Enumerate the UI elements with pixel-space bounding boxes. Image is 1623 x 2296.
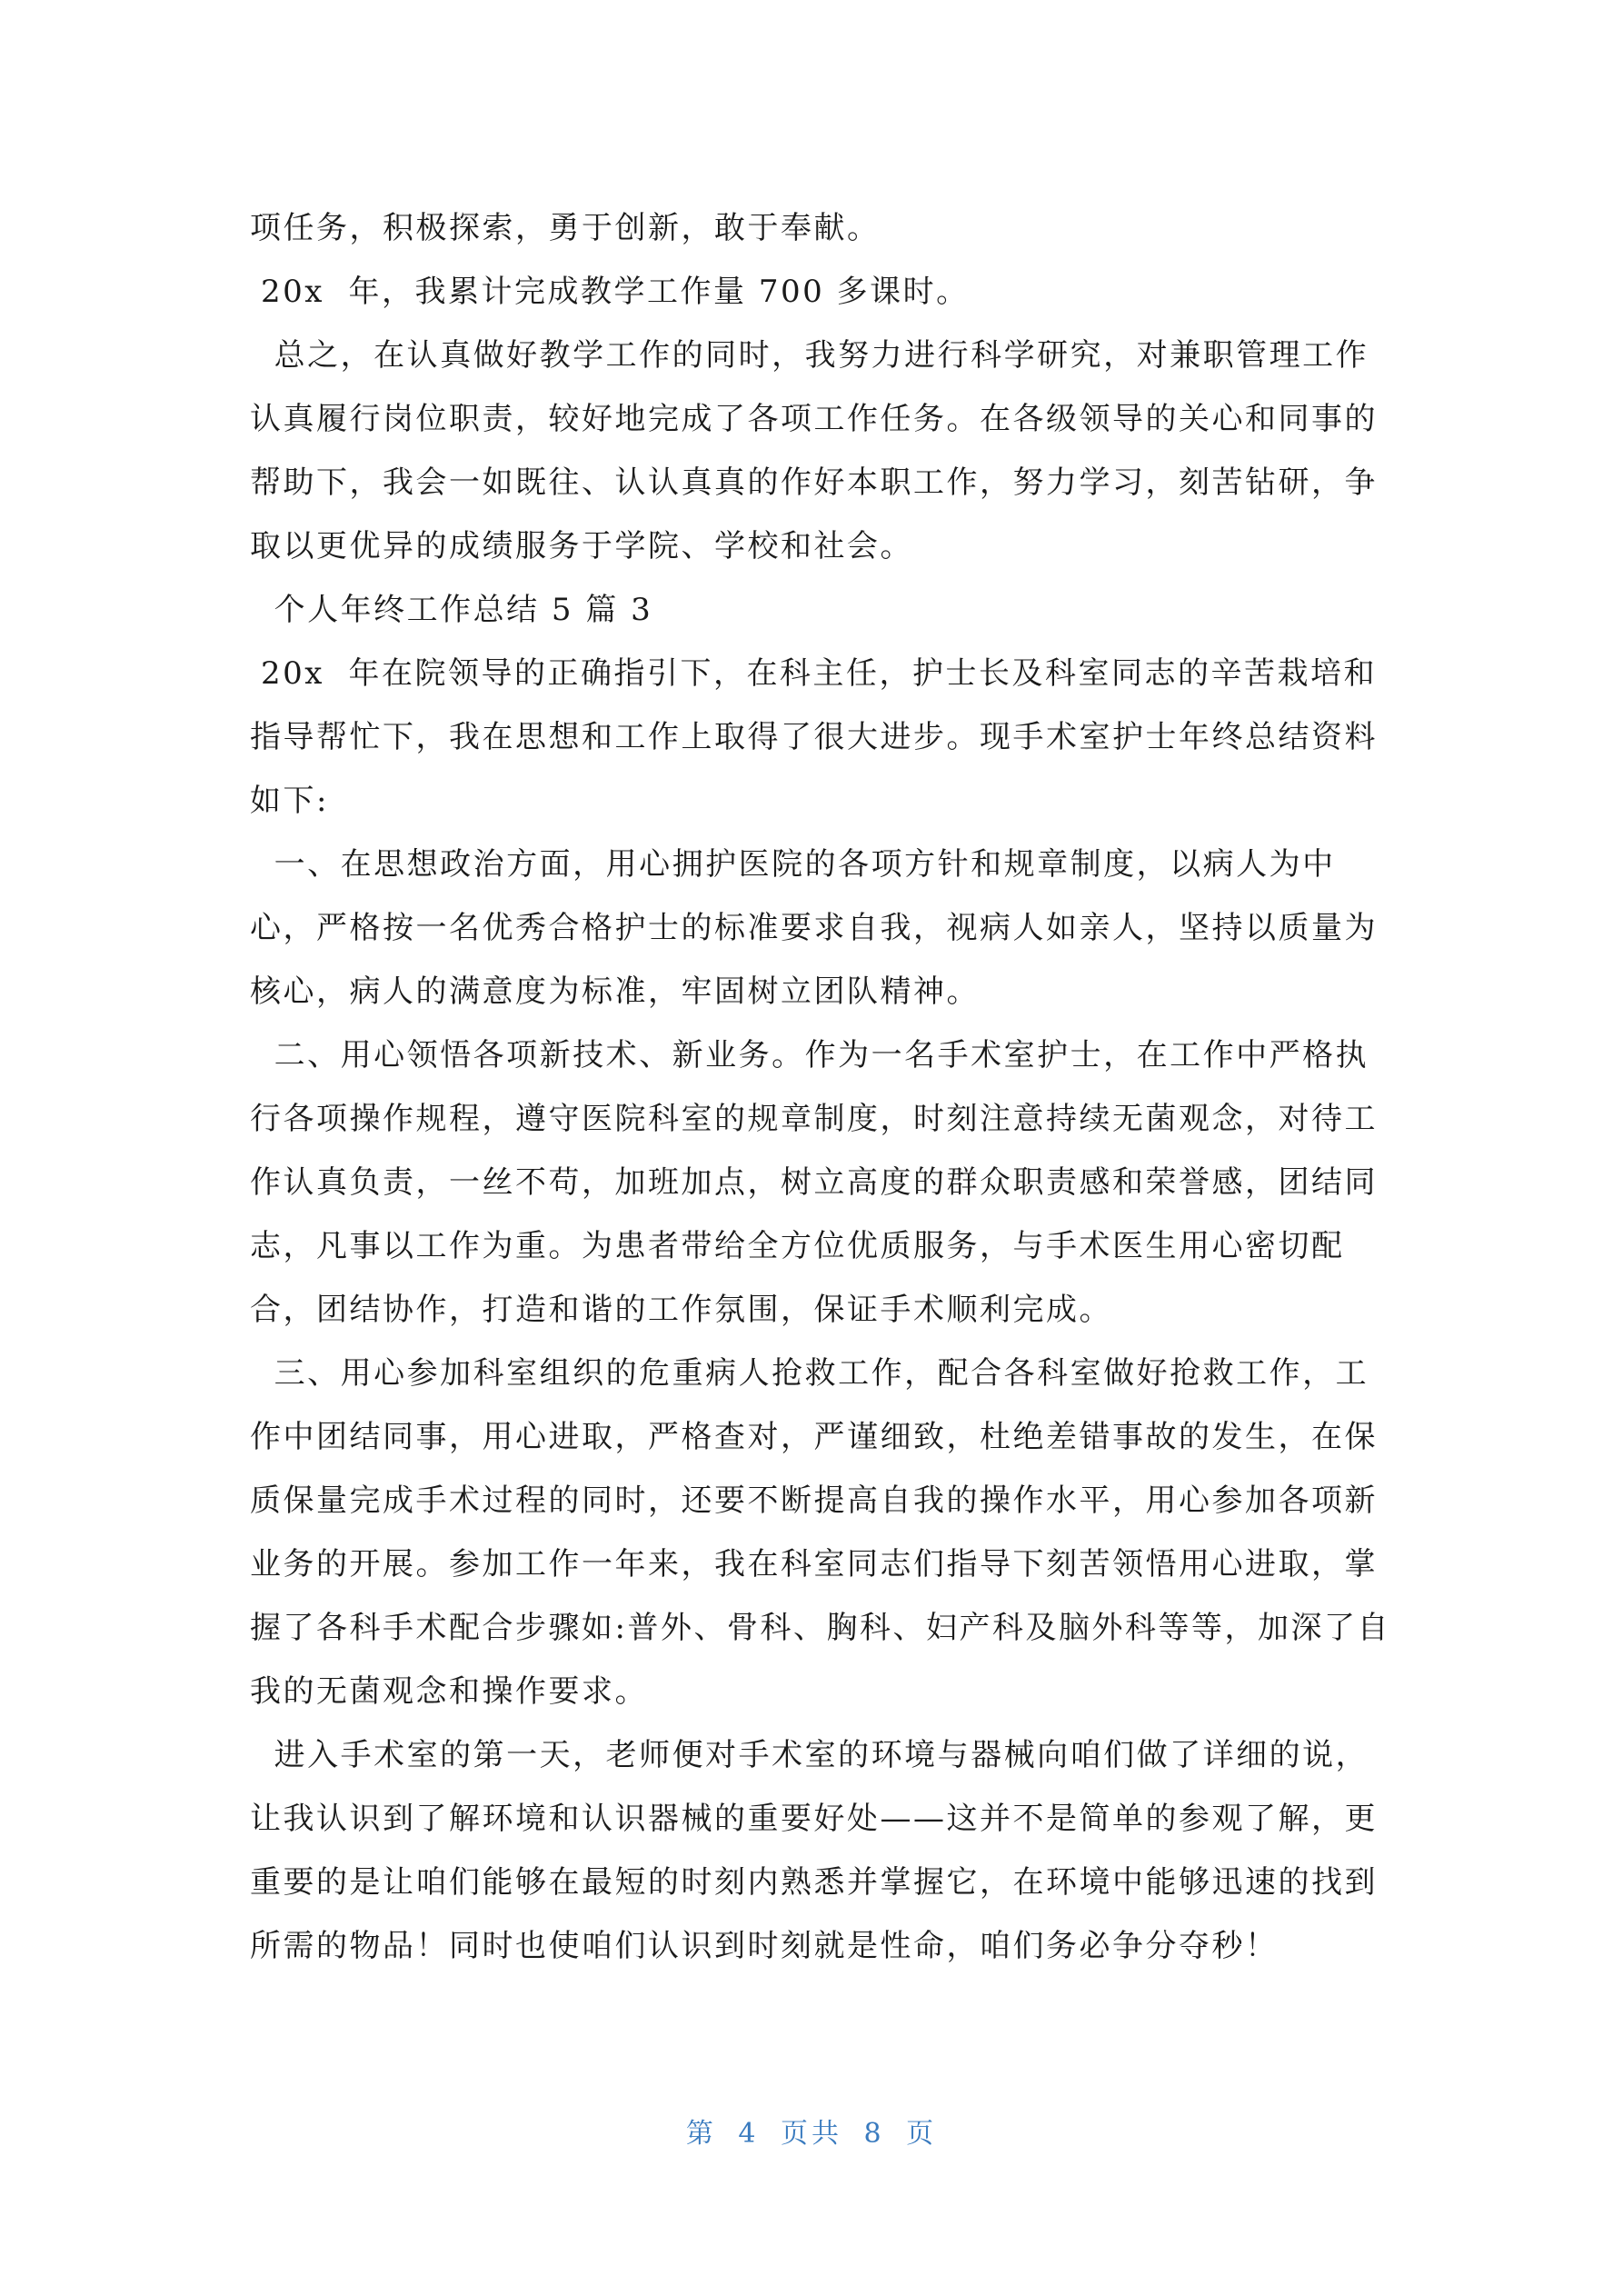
text-line: 志，凡事以工作为重。为患者带给全方位优质服务，与手术医生用心密切配 (250, 1228, 1345, 1264)
text-line: 三、用心参加科室组织的危重病人抢救工作，配合各科室做好抢救工作，工 (250, 1355, 1369, 1392)
section-heading: 个人年终工作总结 5 篇 3 (250, 592, 653, 628)
text-line: 质保量完成手术过程的同时，还要不断提高自我的操作水平，用心参加各项新 (250, 1482, 1378, 1519)
text-line: 一、在思想政治方面，用心拥护医院的各项方针和规章制度，以病人为中 (250, 846, 1336, 883)
text-line: 业务的开展。参加工作一年来，我在科室同志们指导下刻苦领悟用心进取，掌 (250, 1546, 1378, 1582)
text-line: 核心，病人的满意度为标准，牢固树立团队精神。 (250, 973, 980, 1010)
text-line: 进入手术室的第一天，老师便对手术室的环境与器械向咱们做了详细的说， (250, 1737, 1369, 1773)
text-line: 作中团结同事，用心进取，严格查对，严谨细致，杜绝差错事故的发生，在保 (250, 1419, 1378, 1455)
text-line: 项任务，积极探索，勇于创新，敢于奉献。 (250, 210, 881, 246)
text-line: 让我认识到了解环境和认识器械的重要好处——这并不是简单的参观了解，更 (250, 1801, 1378, 1837)
text-line: 所需的物品！同时也使咱们认识到时刻就是性命，咱们务必争分夺秒！ (250, 1928, 1279, 1964)
text-line: 二、用心领悟各项新技术、新业务。作为一名手术室护士，在工作中严格执 (250, 1037, 1369, 1073)
text-line: 握了各科手术配合步骤如:普外、骨科、胸科、妇产科及脑外科等等，加深了自 (250, 1610, 1390, 1646)
text-line: 帮助下，我会一如既往、认认真真的作好本职工作，努力学习，刻苦钻研，争 (250, 464, 1378, 501)
text-line: 指导帮忙下，我在思想和工作上取得了很大进步。现手术室护士年终总结资料 (250, 719, 1378, 755)
text-line: 20x 年在院领导的正确指引下，在科主任，护士长及科室同志的辛苦栽培和 (261, 655, 1378, 692)
text-line: 认真履行岗位职责，较好地完成了各项工作任务。在各级领导的关心和同事的 (250, 401, 1378, 437)
page-number-footer: 第 4 页共 8 页 (685, 2118, 938, 2150)
text-line: 20x 年，我累计完成教学工作量 700 多课时。 (261, 274, 970, 310)
text-line: 重要的是让咱们能够在最短的时刻内熟悉并掌握它，在环境中能够迅速的找到 (250, 1864, 1378, 1901)
text-line: 行各项操作规程，遵守医院科室的规章制度，时刻注意持续无菌观念，对待工 (250, 1101, 1378, 1137)
text-line: 总之，在认真做好教学工作的同时，我努力进行科学研究，对兼职管理工作 (250, 337, 1369, 374)
text-line: 心，严格按一名优秀合格护士的标准要求自我，视病人如亲人，坚持以质量为 (250, 910, 1378, 946)
text-line: 作认真负责，一丝不苟，加班加点，树立高度的群众职责感和荣誉感，团结同 (250, 1164, 1378, 1201)
text-line: 合，团结协作，打造和谐的工作氛围，保证手术顺利完成。 (250, 1292, 1112, 1328)
text-line: 取以更优异的成绩服务于学院、学校和社会。 (250, 528, 913, 564)
text-line: 我的无菌观念和操作要求。 (250, 1673, 648, 1710)
text-line: 如下: (250, 783, 329, 819)
